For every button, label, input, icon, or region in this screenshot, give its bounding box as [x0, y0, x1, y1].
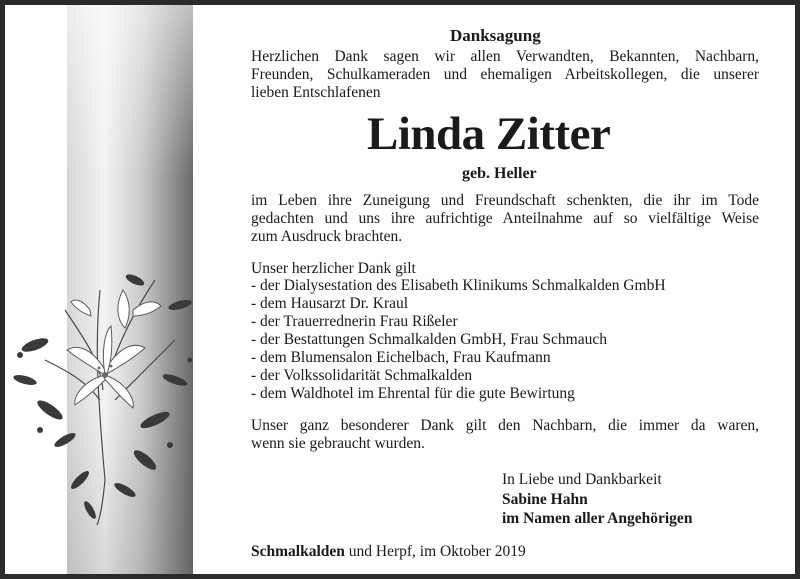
intro-line: lieben Entschlafenen	[251, 84, 381, 101]
list-item: - dem Waldhotel im Ehrental für die gute Bewirtung	[251, 385, 575, 402]
list-item: - der Volkssolidarität Schmalkalden	[251, 367, 473, 384]
list-item: - dem Hausarzt Dr. Kraul	[251, 295, 409, 312]
footer-place: Schmalkalden	[251, 543, 345, 560]
body-line: zum Ausdruck brachten.	[251, 228, 403, 245]
list-item: - der Trauerrednerin Frau Rißeler	[251, 313, 458, 330]
maiden-name: geb. Heller	[462, 165, 537, 182]
footer-place-date	[251, 543, 526, 561]
intro-line: Herzlichen Dank sagen wir allen Verwandten, Bekannten, Nachbarn,	[251, 48, 759, 65]
list-item: - der Bestattungen Schmalkalden GmbH, Frau Schmauch	[251, 331, 607, 348]
lily-flower-image	[5, 250, 205, 530]
heading-danksagung: Danksagung	[450, 26, 541, 45]
list-item: - der Dialysestation des Elisabeth Klinikums Schmalkalden GmbH	[251, 277, 666, 294]
body-line: im Leben ihre Zuneigung und Freundschaft schenkten, die ihr im Tode	[251, 192, 759, 209]
signer-note: im Namen aller Angehörigen	[502, 510, 693, 527]
thanks-intro: Unser herzlicher Dank gilt	[251, 260, 416, 277]
thanks-list	[251, 277, 666, 403]
list-item: - dem Blumensalon Eichelbach, Frau Kaufmann	[251, 349, 551, 366]
neighbors-line: wenn sie gebraucht wurden.	[251, 435, 425, 452]
intro-line: Freunden, Schulkameraden und ehemaligen Arbeitskollegen, die unserer	[251, 66, 759, 83]
footer-rest: und Herpf, im Oktober 2019	[344, 543, 526, 560]
neighbors-paragraph	[251, 417, 759, 453]
signer-name: Sabine Hahn	[502, 491, 588, 508]
body-paragraph	[251, 192, 759, 246]
body-line: gedachten und uns ihre aufrichtige Anteilnahme auf so vielfältige Weise	[251, 210, 759, 227]
deceased-name: Linda Zitter	[367, 108, 611, 160]
neighbors-line: Unser ganz besonderer Dank gilt den Nachbarn, die immer da waren,	[251, 417, 759, 434]
intro-paragraph	[251, 48, 759, 102]
closing-phrase: In Liebe und Dankbarkeit	[502, 471, 662, 488]
